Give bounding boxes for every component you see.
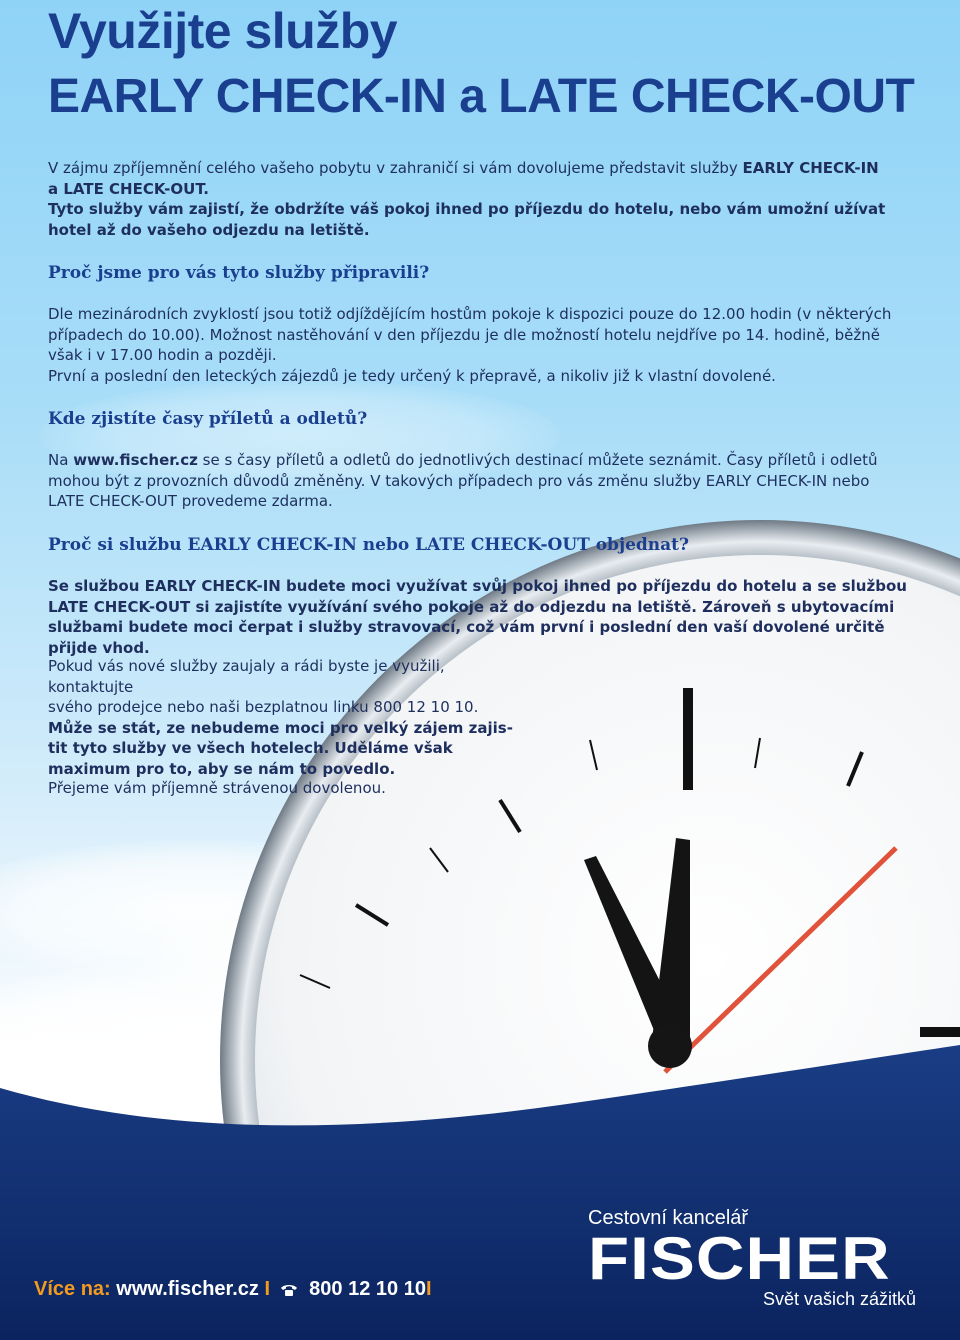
footer-website-link[interactable]: www.fischer.cz <box>116 1278 259 1300</box>
telephone-icon <box>280 1283 298 1297</box>
section-1-text-2: První a poslední den leteckých zájezdů je tedy určený k přepravě, a nikoliv již k vlastní dovolené. <box>48 367 776 385</box>
intro-bold-late: a LATE CHECK-OUT. <box>48 179 209 198</box>
contact-paragraph <box>48 656 518 779</box>
footer-contact <box>34 1278 432 1301</box>
contact-line-2: svého prodejce nebo naši bezplatnou linku 800 12 10 10. <box>48 698 479 716</box>
contact-bold-3: maximum pro to, aby se nám to povedlo. <box>48 759 396 778</box>
footer-phone[interactable]: 800 12 10 10 <box>309 1278 426 1300</box>
section-2-post: se s časy příletů a odletů do jednotlivých destinací můžete seznámit. Časy příletů i odletů mohou být z provozních důvodů změněny. V takových případech pro vás změnu služby EARLY CHECK-IN nebo LATE CHECK-OUT provedeme zdarma. <box>48 451 878 510</box>
title-line-2: EARLY CHECK-IN a LATE CHECK-OUT <box>48 70 915 123</box>
section-3-text <box>48 576 908 658</box>
section-2-pre: Na <box>48 451 74 469</box>
logo-tagline: Svět vašich zážitků <box>762 1289 916 1309</box>
logo-name: FISCHER <box>588 1225 891 1292</box>
title-line-1: Využijte služby <box>48 3 398 59</box>
section-3-heading: Proč si službu EARLY CHECK-IN nebo LATE CHECK-OUT objednat? <box>48 535 689 555</box>
logo-top-text: Cestovní kancelář <box>588 1207 749 1229</box>
section-3-bold: Se službou EARLY CHECK-IN budete moci využívat svůj pokoj ihned po příjezdu do hotelu a se službou LATE CHECK-OUT si zajistíte využívání svého pokoje až do odjezdu na letiště. Zároveň s ubytovacími službami budete moci čerpat i služby stravovací, což vám první i poslední den vaší dovolené určitě přijde vhod. <box>48 577 907 657</box>
fischer-logo <box>588 1206 922 1310</box>
more-label: Více na: <box>34 1278 111 1300</box>
contact-bold-2: tit tyto služby ve všech hotelech. Uděláme však <box>48 739 453 757</box>
footer-end-bar: I <box>425 1278 432 1300</box>
intro-bold-early: EARLY CHECK-IN <box>742 159 879 177</box>
clock-center <box>648 1024 692 1068</box>
intro-paragraph <box>48 158 908 240</box>
section-1-text: Dle mezinárodních zvyklostí jsou totiž odjíždějícím hostům pokoje k dispozici pouze do 12.00 hodin (v některých případech do 10.00). Možnost nastěhování v den příjezdu je dle možností hotelu nejdříve po 14. hodině, běžně však i v 17.00 hodin a později. <box>48 305 892 364</box>
section-1-heading: Proč jsme pro vás tyto služby připravili? <box>48 263 430 283</box>
contact-line-1: Pokud vás nové služby zaujaly a rádi byste je využili, kontaktujte <box>48 657 445 696</box>
section-2-heading: Kde zjistíte časy příletů a odletů? <box>48 409 368 429</box>
intro-text: V zájmu zpříjemnění celého vašeho pobytu v zahraničí si vám dovolujeme představit služby <box>48 159 743 177</box>
wish-text: Přejeme vám příjemně strávenou dovolenou. <box>48 779 386 797</box>
footer-separator: I <box>264 1278 271 1300</box>
section-2-text <box>48 450 908 512</box>
intro-bold-desc: Tyto služby vám zajistí, že obdržíte váš pokoj ihned po příjezdu do hotelu, nebo vám umožní užívat hotel až do vašeho odjezdu na letiště. <box>48 200 886 239</box>
contact-bold-1: Může se stát, ze nebudeme moci pro velký zájem zajis- <box>48 718 513 737</box>
website-link[interactable]: www.fischer.cz <box>73 451 198 469</box>
